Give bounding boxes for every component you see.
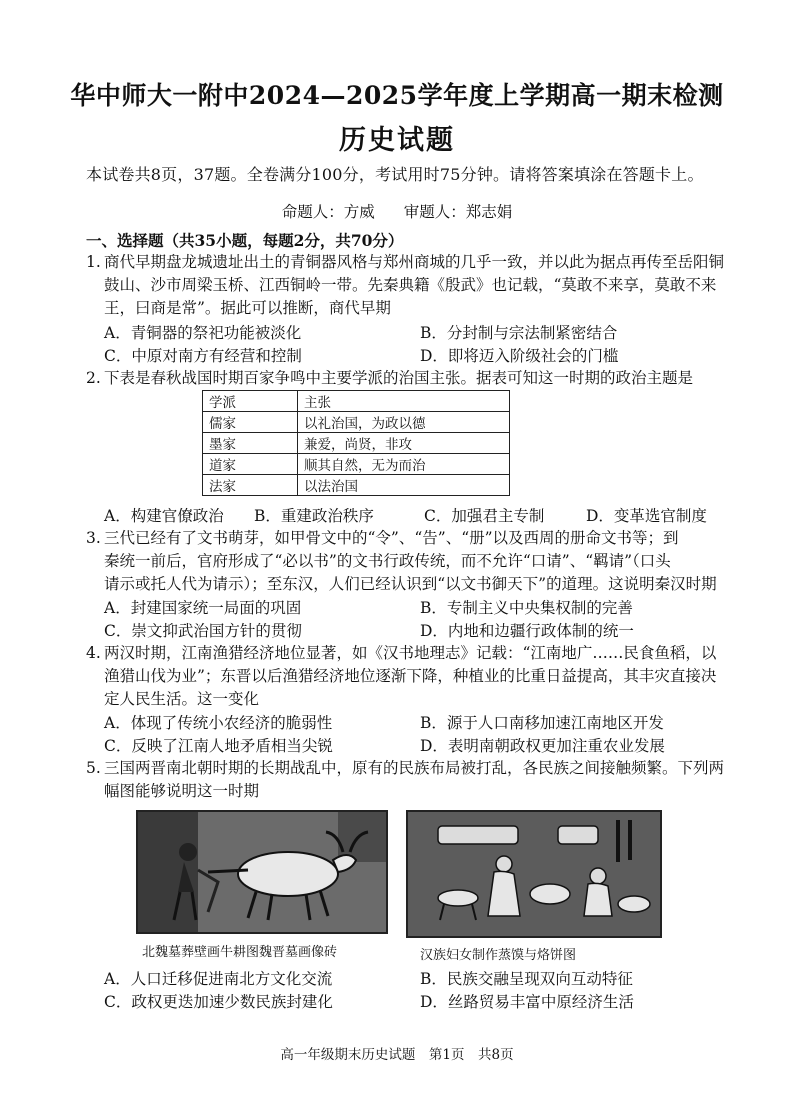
option-c[interactable]: C．崇文抑武治国方针的贯彻: [104, 622, 302, 640]
cooking-brick-image: [406, 810, 662, 938]
ox-plough-mural-image: [136, 810, 388, 934]
exam-authors: [0, 200, 794, 222]
options-row: [104, 711, 724, 734]
setter-name: 命题人：方威: [281, 203, 375, 221]
options-row: [104, 619, 724, 642]
table-cell: 法家: [203, 475, 298, 496]
option-d[interactable]: D．表明南朝政权更加注重农业发展: [420, 737, 665, 755]
options-row: [104, 321, 724, 344]
ox-plough-illustration: [138, 812, 386, 932]
option-c[interactable]: C．中原对南方有经营和控制: [104, 347, 302, 365]
exam-title: 华中师大一附中2024—2025学年度上学期高一期末检测: [70, 81, 724, 110]
options-row: [104, 344, 724, 367]
exam-subtitle: 历史试题: [339, 125, 455, 156]
question-1: [86, 251, 726, 320]
table-row: [203, 433, 510, 454]
question-text: 渔猎山伐为业”；东晋以后渔猎经济地位逐渐下降，种植业的比重日益提高，其丰灾直接决: [104, 667, 717, 685]
table-cell: 以法治国: [298, 475, 510, 496]
question-number: 1.: [86, 253, 101, 271]
question-3: [86, 527, 726, 596]
question-number: 2.: [86, 369, 101, 387]
option-d[interactable]: D．变革选官制度: [586, 507, 707, 525]
table-cell: 道家: [203, 454, 298, 475]
table-header-row: [203, 391, 510, 412]
option-d[interactable]: D．即将迈入阶级社会的门槛: [420, 347, 619, 365]
option-a[interactable]: A．人口迁移促进南北方文化交流: [104, 970, 333, 988]
reviewer-name: 审题人：郑志娟: [403, 203, 513, 221]
image-caption: 汉族妇女制作蒸馍与烙饼图: [420, 948, 577, 963]
section-title: 一、选择题（共35小题，每题2分，共70分）: [86, 231, 404, 250]
table-row: [203, 412, 510, 433]
options-row: [104, 967, 724, 990]
table-cell: 兼爱，尚贤，非攻: [298, 433, 510, 454]
option-c[interactable]: C．反映了江南人地矛盾相当尖锐: [104, 737, 333, 755]
options-row: [104, 504, 724, 527]
question-number: 5.: [86, 759, 101, 777]
option-b[interactable]: B．分封制与宗法制紧密结合: [420, 324, 618, 342]
question-number: 3.: [86, 529, 101, 547]
options-row: [104, 596, 724, 619]
question-2: [86, 367, 726, 390]
table-row: [203, 475, 510, 496]
table-row: [203, 454, 510, 475]
table-cell: 儒家: [203, 412, 298, 433]
question-text: 三国两晋南北朝时期的长期战乱中，原有的民族布局被打乱，各民族之间接触频繁。下列两: [104, 759, 725, 777]
option-c[interactable]: C．政权更迭加速少数民族封建化: [104, 993, 333, 1011]
option-a[interactable]: A．体现了传统小农经济的脆弱性: [104, 714, 333, 732]
option-b[interactable]: B．民族交融呈现双向互动特征: [420, 970, 633, 988]
options-row: [104, 734, 724, 757]
exam-instructions: 本试卷共8页，37题。全卷满分100分，考试用时75分钟。请将答案填涂在答题卡上。: [86, 165, 704, 184]
question-text: 三代已经有了文书萌芽，如甲骨文中的“令”、“告”、“册”以及西周的册命文书等；到: [104, 529, 679, 547]
question-text: 秦统一前后，官府形成了“必以书”的文书行政传统，而不允许“口请”、“羁请”（口头: [104, 552, 671, 570]
option-a[interactable]: A．青铜器的祭祀功能被淡化: [104, 324, 302, 342]
option-a[interactable]: A．构建官僚政治: [104, 507, 224, 525]
image-caption: 北魏墓葬壁画牛耕图魏晋墓画像砖: [142, 945, 338, 960]
cooking-scene-illustration: [408, 812, 660, 936]
question-text: 两汉时期，江南渔猎经济地位显著，如《汉书地理志》记载：“江南地广……民食鱼稻，以: [104, 644, 717, 662]
page-footer: 高一年级期末历史试题 第1页 共8页: [280, 1047, 514, 1063]
option-a[interactable]: A．封建国家统一局面的巩固: [104, 599, 302, 617]
table-cell: 以礼治国，为政以德: [298, 412, 510, 433]
option-d[interactable]: D．内地和边疆行政体制的统一: [420, 622, 634, 640]
question-4: [86, 642, 726, 711]
question-text: 商代早期盘龙城遗址出土的青铜器风格与郑州商城的几乎一致，并以此为据点再传至岳阳铜: [104, 253, 725, 271]
table-header: 主张: [298, 391, 510, 412]
options-row: [104, 990, 724, 1013]
question-text: 幅图能够说明这一时期: [104, 782, 260, 800]
question-text: 王，曰商是常”。据此可以推断，商代早期: [104, 299, 391, 317]
question-number: 4.: [86, 644, 101, 662]
question-text: 定人民生活。这一变化: [104, 690, 260, 708]
table-cell: 顺其自然，无为而治: [298, 454, 510, 475]
question-5: [86, 757, 726, 803]
table-header: 学派: [203, 391, 298, 412]
question-text: 请示或托人代为请示）；至东汉，人们已经认识到“以文书御天下”的道理。这说明秦汉时期: [104, 575, 717, 593]
option-b[interactable]: B．源于人口南移加速江南地区开发: [420, 714, 664, 732]
schools-table: [202, 390, 510, 496]
option-b[interactable]: B．重建政治秩序: [254, 507, 374, 525]
question-text: 鼓山、沙市周梁玉桥、江西铜岭一带。先秦典籍《殷武》也记载，“莫敢不来享，莫敢不来: [104, 276, 717, 294]
question-text: 下表是春秋战国时期百家争鸣中主要学派的治国主张。据表可知这一时期的政治主题是: [104, 369, 694, 387]
option-d[interactable]: D．丝路贸易丰富中原经济生活: [420, 993, 634, 1011]
option-c[interactable]: C．加强君主专制: [424, 507, 545, 525]
table-cell: 墨家: [203, 433, 298, 454]
option-b[interactable]: B．专制主义中央集权制的完善: [420, 599, 633, 617]
